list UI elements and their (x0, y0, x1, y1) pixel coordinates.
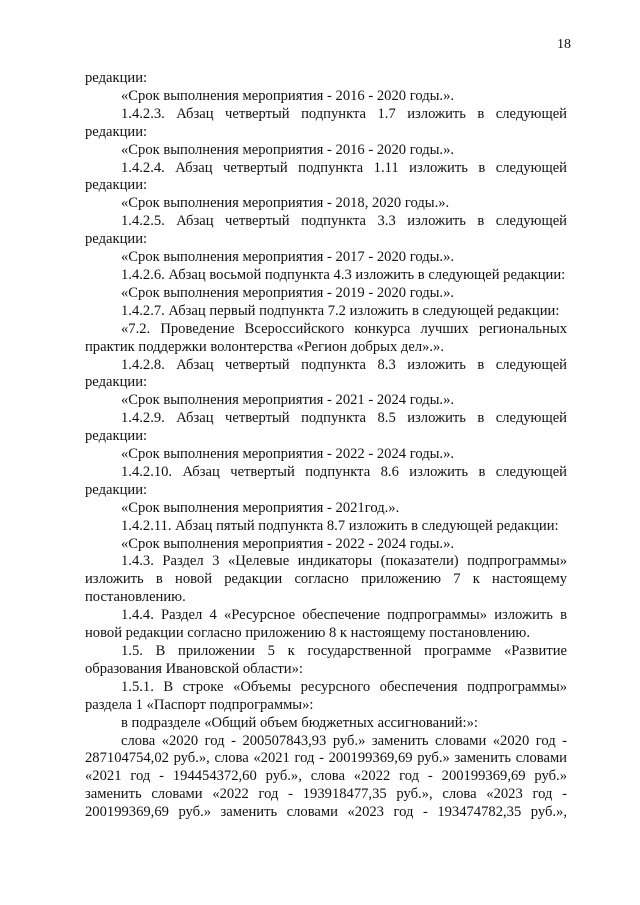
paragraph: слова «2020 год - 200507843,93 руб.» заменить словами «2020 год - 287104754,02 руб.», слова «2021 год - 200199369,69 руб.» заменить словами «2021 год - 194454372,60 руб.», слова «2022 год - 200199369,69 руб.» заменить словами «2022 год - 193918477,35 руб.», слова «2023 год - 200199369,69 руб.» заменить словами «2023 год - 193474782,35 руб.», (85, 732, 567, 821)
paragraph: 1.4.2.9. Абзац четвертый подпункта 8.5 изложить в следующей редакции: (85, 410, 567, 445)
paragraph: «Срок выполнения мероприятия - 2017 - 2020 годы.». (121, 249, 455, 266)
paragraph: 1.4.2.4. Абзац четвертый подпункта 1.11 изложить в следующей редакции: (85, 159, 567, 194)
paragraph: «Срок выполнения мероприятия - 2021 - 2024 годы.». (121, 392, 455, 409)
paragraph: «Срок выполнения мероприятия - 2022 - 2024 годы.». (121, 535, 455, 552)
paragraph: «Срок выполнения мероприятия - 2016 - 2020 годы.». (121, 87, 455, 104)
paragraph: 1.4.2.11. Абзац пятый подпункта 8.7 изложить в следующей редакции: (121, 517, 559, 534)
paragraph: 1.4.2.7. Абзац первый подпункта 7.2 изложить в следующей редакции: (121, 302, 560, 319)
paragraph: 1.4.2.5. Абзац четвертый подпункта 3.3 изложить в следующей редакции: (85, 213, 567, 248)
paragraph: «Срок выполнения мероприятия - 2022 - 2024 годы.». (121, 446, 455, 463)
paragraph: «Срок выполнения мероприятия - 2019 - 2020 годы.». (121, 284, 455, 301)
document-body (85, 70, 567, 822)
paragraph: «Срок выполнения мероприятия - 2021год.». (121, 499, 400, 516)
paragraph: 1.5.1. В строке «Объемы ресурсного обеспечения подпрограммы» раздела 1 «Паспорт подпрограммы»: (85, 678, 567, 713)
paragraph: 1.5. В приложении 5 к государственной программе «Развитие образования Ивановской области»: (85, 643, 567, 677)
page-number: 18 (557, 37, 571, 52)
paragraph: 1.4.2.10. Абзац четвертый подпункта 8.6 изложить в следующей редакции: (85, 463, 567, 498)
paragraph: «Срок выполнения мероприятия - 2018, 2020 годы.». (121, 195, 450, 212)
paragraph: 1.4.4. Раздел 4 «Ресурсное обеспечение подпрограммы» изложить в новой редакции согласно приложению 8 к настоящему постановлению. (85, 607, 567, 642)
paragraph: редакции: (85, 70, 148, 86)
paragraph: «7.2. Проведение Всероссийского конкурса лучших региональных практик поддержки волонтерства «Регион добрых дел».». (85, 320, 567, 355)
paragraph: в подразделе «Общий объем бюджетных ассигнований:»: (121, 714, 478, 731)
paragraph: 1.4.3. Раздел 3 «Целевые индикаторы (показатели) подпрограммы» изложить в новой редакции согласно приложению 7 к настоящему постановлению. (85, 553, 567, 606)
paragraph: 1.4.2.8. Абзац четвертый подпункта 8.3 изложить в следующей редакции: (85, 356, 567, 391)
paragraph: 1.4.2.3. Абзац четвертый подпункта 1.7 изложить в следующей редакции: (85, 105, 567, 140)
paragraph: «Срок выполнения мероприятия - 2016 - 2020 годы.». (121, 141, 455, 158)
paragraph: 1.4.2.6. Абзац восьмой подпункта 4.3 изложить в следующей редакции: (121, 266, 566, 283)
